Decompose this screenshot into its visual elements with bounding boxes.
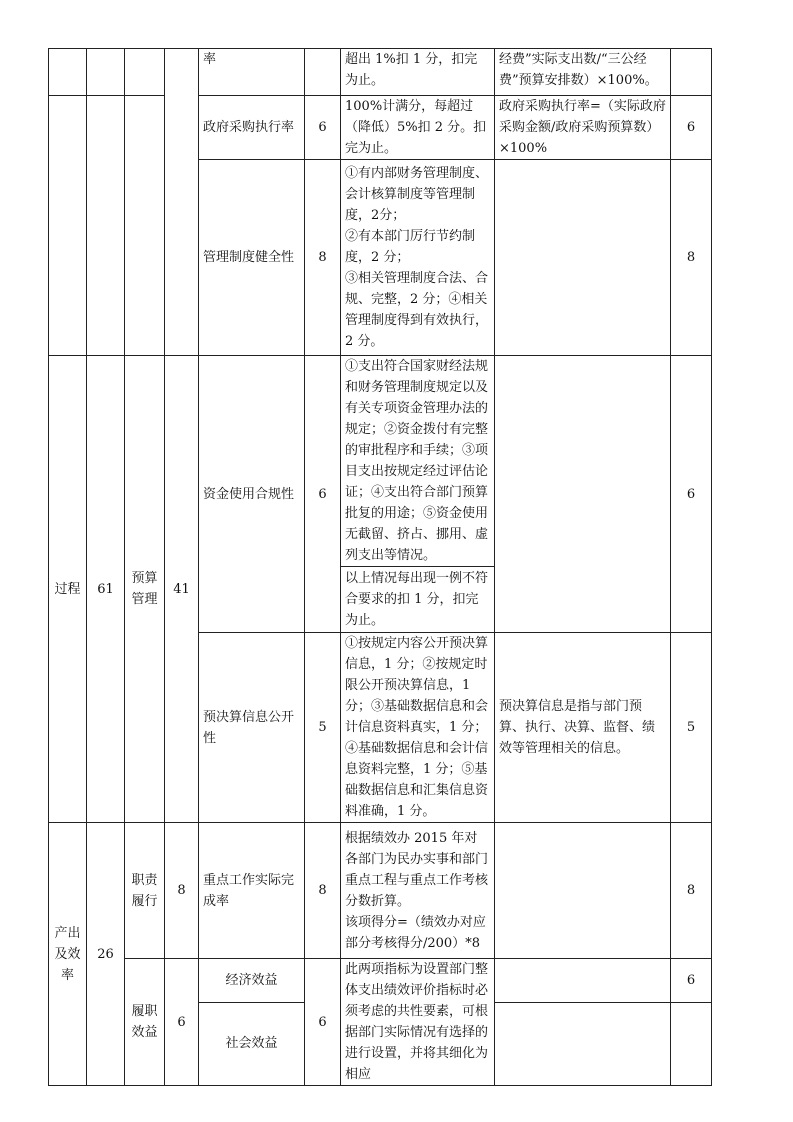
level1-cell-empty [49, 49, 87, 96]
level2-weight-cell-empty [165, 49, 199, 356]
weight-cell-empty [305, 49, 341, 96]
standard-cell-extra: 以上情况每出现一例不符合要求的扣 1 分，扣完为止。 [341, 567, 495, 633]
indicator-cell: 重点工作实际完成率 [199, 823, 305, 959]
formula-cell-empty [495, 356, 671, 633]
level2-weight: 8 [165, 823, 199, 959]
formula-cell: 预决算信息是指与部门预算、执行、决算、监督、绩效等管理相关的信息。 [495, 633, 671, 823]
level1-category: 过程 [49, 356, 87, 823]
standard-line-1: ①有内部财务管理制度、会计核算制度等管理制度，2分； [345, 166, 489, 223]
standard-text: 根据绩效办 2015 年对各部门为民办实事和部门重点工程与重点工作考核分数折算。 [345, 830, 489, 909]
level2-weight: 41 [165, 356, 199, 823]
table-row [49, 356, 712, 567]
level1-category: 产出及效率 [49, 823, 87, 1086]
formula-cell-empty [495, 160, 671, 356]
score-cell: 6 [671, 96, 712, 160]
score-cell-empty [671, 49, 712, 96]
table-row [49, 96, 712, 160]
weight-cell: 6 [305, 356, 341, 633]
score-cell: 6 [671, 959, 712, 1003]
standard-cell: ①支出符合国家财经法规和财务管理制度规定以及有关专项资金管理办法的规定；②资金拨付有完整的审批程序和手续；③项目支出按规定经过评估论证；④支出符合部门预算批复的用途；⑤资金使用无截留、挤占、挪用、虚列支出等情况。 [341, 356, 495, 567]
score-cell-empty [671, 1002, 712, 1085]
weight-cell: 8 [305, 160, 341, 356]
weight-cell: 5 [305, 633, 341, 823]
formula-cell: 政府采购执行率=（实际政府采购金额/政府采购预算数）×100% [495, 96, 671, 160]
score-cell: 8 [671, 823, 712, 959]
indicator-cell: 政府采购执行率 [199, 96, 305, 160]
standard-line-3: ③相关管理制度合法、合规、完整，2 分；④相关管理制度得到有效执行，2 分。 [345, 271, 489, 349]
formula-cell: 经费”实际支出数/“三公经费”预算安排数）×100%。 [495, 49, 671, 96]
weight-cell: 6 [305, 96, 341, 160]
indicator-cell: 经济效益 [199, 959, 305, 1003]
standard-cell: 超出 1%扣 1 分，扣完为止。 [341, 49, 495, 96]
level1-weight: 61 [87, 356, 125, 823]
weight-cell: 6 [305, 959, 341, 1086]
level1-cell-empty [49, 96, 87, 356]
level1-weight-cell-empty [87, 49, 125, 96]
score-cell: 5 [671, 633, 712, 823]
indicator-cell: 预决算信息公开性 [199, 633, 305, 823]
level2-category: 职责履行 [125, 823, 165, 959]
performance-evaluation-table [48, 48, 712, 1086]
indicator-cell: 率 [199, 49, 305, 96]
level1-weight: 26 [87, 823, 125, 1086]
level2-category: 预算管理 [125, 356, 165, 823]
standard-line-2: ②有本部门厉行节约制度，2 分； [345, 229, 476, 265]
table-row [49, 823, 712, 959]
table-row [49, 959, 712, 1003]
standard-cell [341, 823, 495, 959]
indicator-cell: 管理制度健全性 [199, 160, 305, 356]
level2-cell-empty [125, 49, 165, 96]
level2-cell-empty [125, 96, 165, 356]
standard-extra: 该项得分=（绩效办对应部分考核得分/200）*8 [345, 914, 486, 951]
weight-cell: 8 [305, 823, 341, 959]
standard-cell [341, 160, 495, 356]
formula-cell-empty [495, 959, 671, 1003]
level2-category: 履职效益 [125, 959, 165, 1086]
indicator-cell: 资金使用合规性 [199, 356, 305, 633]
indicator-cell: 社会效益 [199, 1002, 305, 1085]
standard-cell: 100%计满分，每超过（降低）5%扣 2 分。扣完为止。 [341, 96, 495, 160]
standard-cell: 此两项指标为设置部门整体支出绩效评价指标时必须考虑的共性要素，可根据部门实际情况有选择的进行设置，并将其细化为相应 [341, 959, 495, 1086]
level1-weight-cell-empty [87, 96, 125, 356]
formula-cell-empty [495, 823, 671, 959]
table-row [49, 49, 712, 96]
level2-weight: 6 [165, 959, 199, 1086]
standard-cell: ①按规定内容公开预决算信息，1 分；②按规定时限公开预决算信息，1 分；③基础数据信息和会计信息资料真实，1 分；④基础数据信息和会计信息资料完整，1 分；⑤基础数据信息和汇集信息资料准确，1 分。 [341, 633, 495, 823]
score-cell: 8 [671, 160, 712, 356]
score-cell: 6 [671, 356, 712, 633]
formula-cell-empty [495, 1002, 671, 1085]
